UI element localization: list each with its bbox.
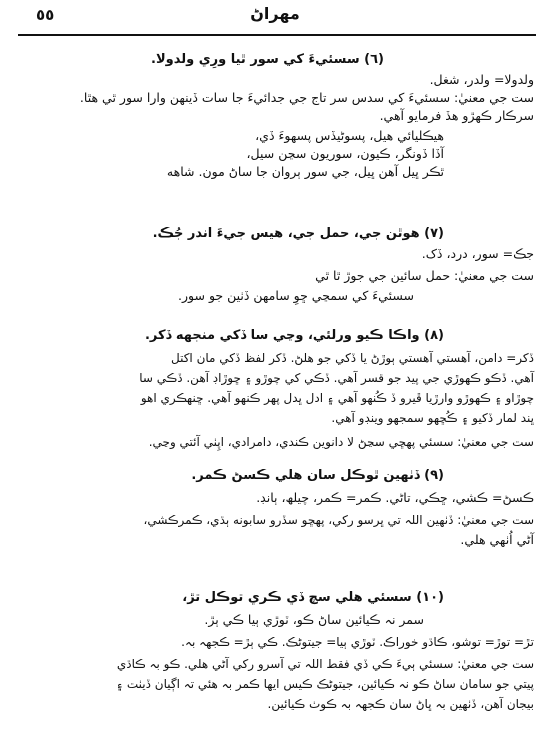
section-line: چوڙاو ۽ ڪهوڙو وارڙيا ڦيرو ڏ ڪُنهو آهي ۽ ادل ڀدل پهر ڪنهو آهي. ڇنهڪري اهو [140,391,534,405]
section-heading-10: (١٠) سسئي هلي سچ ڏي ڪري توڪل تڙ، [182,590,444,605]
page-number: ٥٥ [36,6,55,24]
section-line: جڪ= سور، درد، ڏک. [421,246,534,261]
verse-line: سمر نہ ڪيائين ساڻ ڪو، ٽوڙي ٻيا ڪي ٻڙ. [204,612,424,627]
section-line: ڪسڻ= ڪشي، ڇڪي، تاڻي. ڪمر= ڪمر، چيلھ، ٻانڊ. [256,490,534,505]
section-heading-7: (٧) هوٿن جي، حمل جي، هيس جيءَ اندر جُڪ. [152,226,444,241]
section-line: ولدولا= ولدر، شغل. [429,72,534,87]
section-line: آڻي اُٺهي هلي. [460,532,534,547]
section-line: ست جي معنيٰ: سسئي پهڇي سڃڻ لا دانوين ڪندي، دامرادي، اپِٺي آئتي وڃي. [148,435,534,449]
verse-line: هيڪليائي هيل، پسوڻيڏس پسهوءَ ڏي، [255,128,444,143]
verse-line: آڏا ڏونگر، ڪيون، سوريون سڃن سيل، [246,146,444,161]
section-line: بيجان آهن، ڏٺهين بہ ڀاڻ سان ڪجهہ بہ ڪوٺ ڪيائين. [267,697,534,711]
section-line: پيتي جو سامان ساڻ ڪو نہ ڪيائين، جيتوڻڪ ڪيس ايها ڪمر بہ هئي تہ اڳيان ڏيٺت ۽ [116,677,534,691]
section-line: ست جي معنيٰ: سسئي ٻيءَ ڪي ڏي فقط اللہ تي آسرو رکي آڻي هلي. ڪو بہ ڪاڌي [116,657,534,671]
section-line: ڀند لمار ڏکيو ۽ ڪُڇهو سمجهو وينڊو آهي. [331,411,534,425]
section-line: سرڪار ڪهڙو هڏ فرمايو آهي. [379,108,534,123]
section-heading-6: (٦) سسئيءَ کي سور ٿيا ورِي ولدولا. [151,52,384,67]
section-line: آهي. ڏڪو ڪهوڙي جي پيد جو قسر آهي. ڏڪي کي چوڙو ۽ ڇوڙاڊ آهن. ڏڪي سا [139,371,534,385]
running-title: مهراڻ [250,4,300,23]
verse-line: سسئيءَ کي سمڃي ڇوِ سامهن ڏٺين جو سور. [178,288,414,303]
page-header [0,0,550,40]
section-line: ست جي معنيٰ: حمل سائين جي جوڙ ٿا ٿي [315,268,534,283]
section-heading-9: (٩) ڏٺهين ٿوڪل سان هلي ڪسڻ ڪمر. [191,468,444,483]
header-rule [18,34,536,36]
page-body [24,44,534,734]
section-line: ست جي معنيٰ: ڏٺهين اللہ تي ڀرسو رکي، پهڇو سڏرو سابونه ٻڌي، ڪمرڪشي، [143,513,534,527]
section-heading-8: (٨) واڪا ڪيو ورلئي، وڃي سا ڏکي منجهه ڏکر. [144,328,444,343]
verse-line: ٿڪر ڀيل آهن ڀيل، جي سور ٻروان جا ساڻ مون. شاهه [166,164,444,179]
section-line: ست جي معنيٰ: سسئيءَ کي سدس سر تاج جي جدائيءَ جا سات ڏينهن وارا سور ٿي هٿا. [79,90,534,105]
section-line: ڏکر= دامن، آهستي آهستي ٻوڙڻ يا ڏکي جو هلڻ. ڏکر لفظ ڏکي مان اکتل [171,351,534,365]
section-line: تڙ= توڙ= توشو، ڪاڌو خوراڪ. ٽوڙي ٻيا= جيتوڻڪ. ڪي ٻڙ= ڪجهہ بہ. [181,635,534,649]
